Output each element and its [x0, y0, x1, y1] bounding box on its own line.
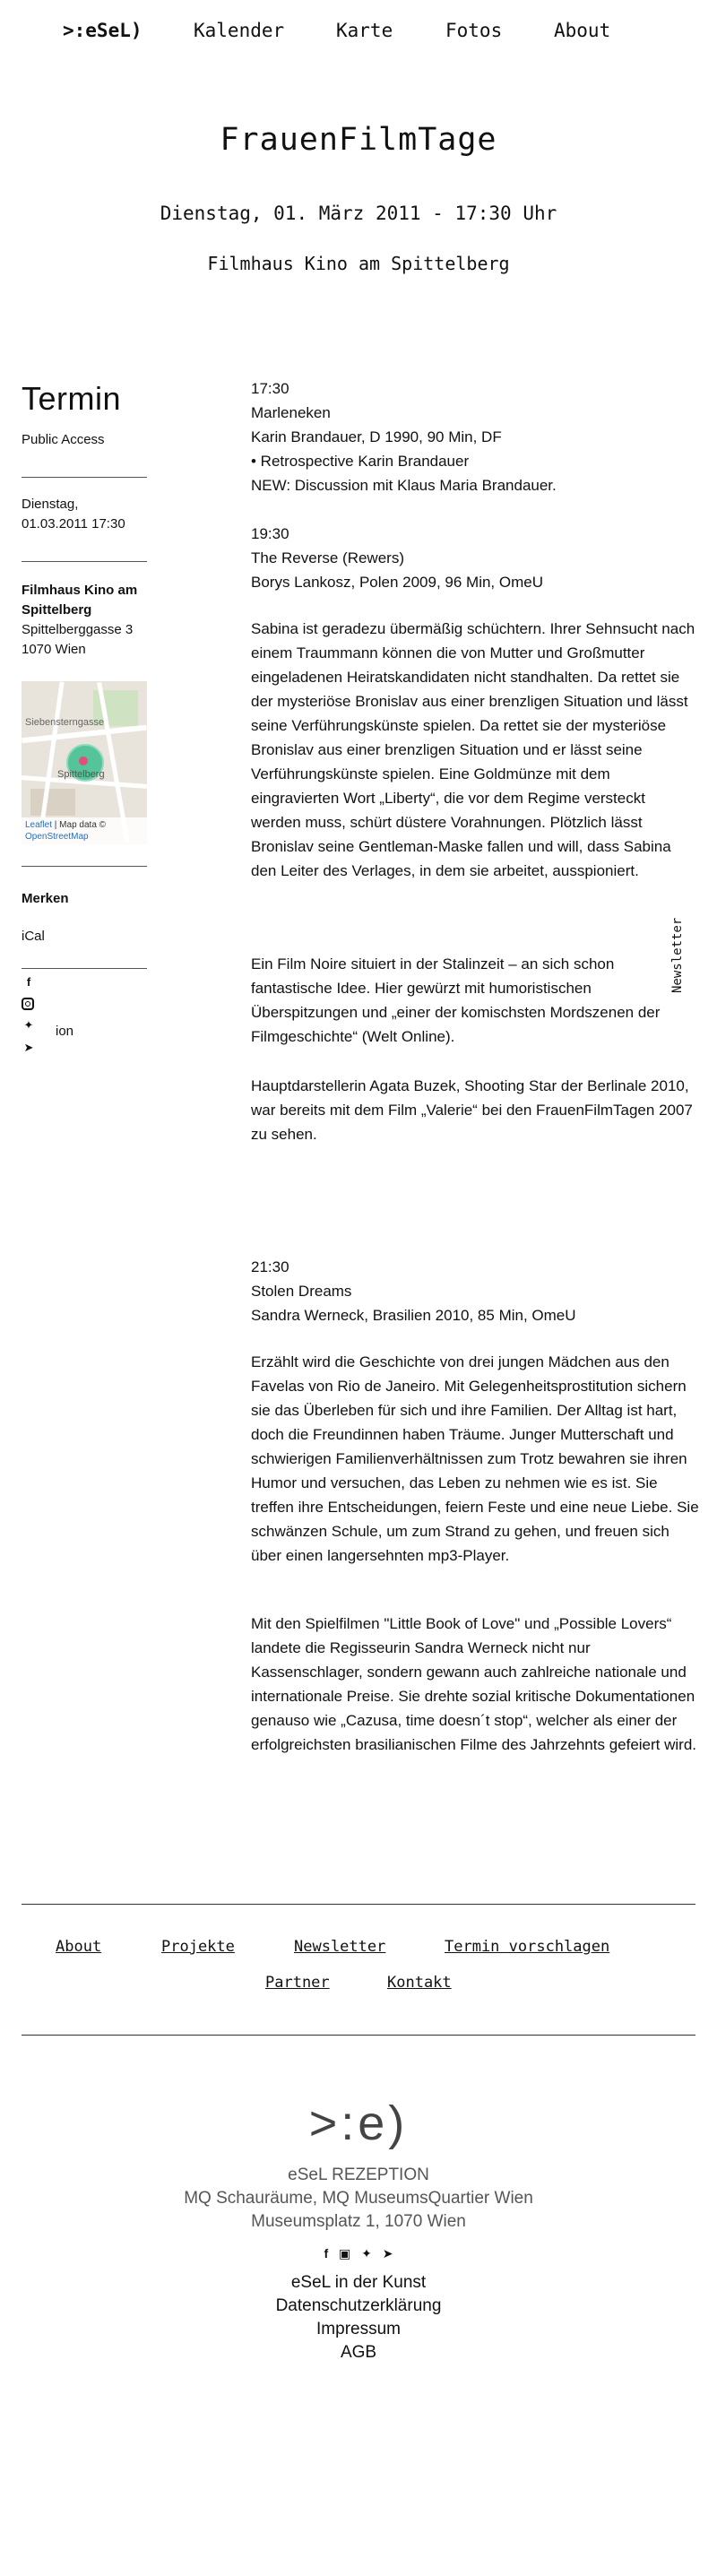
film-description: Ein Film Noire situiert in der Stalinzeit – an sich schon fantastische Idee. Hier gewürzt mit humoristischen Überspitzungen und „einer der komischsten Mordszenen der Filmgeschichte“ (Welt Online).: [251, 955, 661, 1045]
page-title: FrauenFilmTage: [220, 122, 497, 158]
divider: [22, 477, 147, 478]
film-time: 17:30: [251, 380, 289, 397]
merken-heading: Merken: [22, 891, 69, 906]
nav-item-about[interactable]: About: [554, 20, 611, 41]
facebook-icon[interactable]: f: [26, 975, 31, 989]
footer-link-impressum[interactable]: Impressum: [316, 2320, 401, 2338]
date-datetime: 01.03.2011 17:30: [22, 516, 125, 532]
instagram-icon[interactable]: [22, 998, 34, 1010]
venue-street: Spittelberggasse 3: [22, 622, 134, 637]
nav-item-karte[interactable]: Karte: [336, 20, 393, 41]
film-entry: [251, 376, 699, 497]
termin-heading: Termin: [22, 380, 122, 417]
film-title: Marleneken: [251, 404, 331, 421]
film-time: 21:30: [251, 1258, 289, 1275]
map-marker-dot: [79, 756, 88, 765]
film-title: The Reverse (Rewers): [251, 549, 404, 566]
divider: [22, 561, 147, 562]
venue-name-line-2[interactable]: Spittelberg: [22, 602, 92, 618]
map-block: [30, 789, 75, 816]
instagram-icon[interactable]: ▣: [339, 2246, 351, 2260]
top-navigation: [0, 0, 717, 65]
osm-link[interactable]: OpenStreetMap: [25, 832, 89, 842]
film-description: Hauptdarstellerin Agata Buzek, Shooting Star der Berlinale 2010, war bereits mit dem Film „Valerie“ bei den FrauenFilmTagen 2007 zu sehen.: [251, 1077, 693, 1143]
film-description: Erzählt wird die Geschichte von drei jungen Mädchen aus den Favelas von Rio de Janeiro. Mit Gelegenheitsprostitution sichern sie das Überleben für sich und ihre Familien. Der Alltag ist hart, doch die Freundinnen haben Träume. Junger Mutterschaft und schwierigen Familienverhältnissen zum Trotz bewahren sie ihren Humor und versuchen, das Leben zu nehmen wie es ist. Sie treffen ihre Entscheidungen, feiern Feste und eine neue Liebe. Sie schwänzen Schule, um zum Strand zu gehen, und freuen sich über einen langersehnten mp3-Player.: [251, 1353, 699, 1564]
footer-social-icons: [0, 2246, 717, 2261]
footer-link-about[interactable]: About: [56, 1938, 102, 1956]
film-note: • Retrospective Karin Brandauer: [251, 453, 470, 470]
divider: [22, 866, 147, 867]
film-time: 19:30: [251, 525, 289, 542]
footer-divider: [22, 1904, 695, 1905]
film-credits: Borys Lankosz, Polen 2009, 96 Min, OmeU: [251, 574, 543, 591]
attribution-text: | Map data ©: [52, 820, 107, 830]
film-description: Mit den Spielfilmen "Little Book of Love" und „Possible Lovers“ landete die Regisseurin Sandra Werneck nicht nur Kassenschlager, sondern gewann auch zahlreiche nationale und internationale Preise. Sie drehte sozial kritische Dokumentationen genauso wie „Cazusa, time doesn´t stop“, welcher als einer der erfolgreichsten brasilianischen Filme des Jahrzehnts gefeiert wird.: [251, 1615, 697, 1753]
sidebar-date: [22, 495, 156, 534]
film-note: NEW: Discussion mit Klaus Maria Brandauer.: [251, 477, 557, 494]
footer-link-projekte[interactable]: Projekte: [161, 1938, 235, 1956]
telegram-icon[interactable]: ➤: [23, 1041, 34, 1054]
film-credits: Sandra Werneck, Brasilien 2010, 85 Min, OmeU: [251, 1307, 576, 1324]
sidebar-venue: [22, 581, 156, 660]
nav-item-kalender[interactable]: Kalender: [194, 20, 285, 41]
date-weekday: Dienstag,: [22, 497, 79, 512]
footer-address: Museumsplatz 1, 1070 Wien: [251, 2212, 466, 2231]
footer-location: MQ Schauräume, MQ MuseumsQuartier Wien: [184, 2189, 533, 2208]
divider: [22, 968, 147, 969]
telegram-icon[interactable]: ➤: [382, 2246, 393, 2260]
footer-divider: [22, 2035, 695, 2036]
footer-link-termin-vorschlagen[interactable]: Termin vorschlagen: [445, 1938, 610, 1956]
footer-link-kontakt[interactable]: Kontakt: [387, 1974, 452, 1992]
footer-logo: >:e): [308, 2096, 409, 2150]
film-entry: [251, 1255, 699, 1327]
footer-link-agb[interactable]: AGB: [340, 2343, 377, 2362]
venue-name-line-1[interactable]: Filmhaus Kino am: [22, 583, 138, 598]
location-map[interactable]: [22, 681, 147, 844]
newsletter-side-tab[interactable]: Newsletter: [670, 917, 685, 993]
twitter-icon[interactable]: ✦: [361, 2246, 372, 2260]
footer-org-name: eSeL REZEPTION: [288, 2165, 429, 2184]
access-label: Public Access: [22, 432, 105, 447]
venue-city: 1070 Wien: [22, 642, 86, 657]
logo-link[interactable]: >:eSeL): [63, 20, 143, 41]
event-venue: Filmhaus Kino am Spittelberg: [207, 253, 510, 274]
film-entry: [251, 522, 699, 594]
nav-item-fotos[interactable]: Fotos: [445, 20, 503, 41]
twitter-icon[interactable]: ✦: [23, 1018, 34, 1032]
footer-link-newsletter[interactable]: Newsletter: [294, 1938, 386, 1956]
share-label-partial: ion: [56, 1024, 74, 1039]
facebook-icon[interactable]: f: [324, 2246, 329, 2260]
film-description: Sabina ist geradezu übermäßig schüchtern. Ihrer Sehnsucht nach einem Traummann können die von Mutter und Großmutter eingeladenen Heiratskandidaten nicht standhalten. Da rettet sie der mysteriöse Bronislav aus einer brenzligen Situation und lässt seine Verführungskünste spielen. Da rettet sie der mysteriöse Bronislav aus einer brenzligen Situation und er lässt seine Verführungskünste spielen. Eine Goldmünze mit dem eingravierten Wort „Liberty“, die vor dem Regime versteckt werden muss, schürt düstere Vorahnungen. Plötzlich lässt Bronislav seine Gentleman-Maske fallen und will, dass Sabina den Leiter des Verlages, in dem sie arbeitet, ausspioniert.: [251, 620, 695, 879]
footer-link-datenschutz[interactable]: Datenschutzerklärung: [275, 2296, 442, 2315]
film-title: Stolen Dreams: [251, 1283, 352, 1300]
ical-link[interactable]: iCal: [22, 929, 45, 944]
map-street-label: Siebensterngasse: [25, 717, 105, 728]
footer-link-esel-in-der-kunst[interactable]: eSeL in der Kunst: [290, 2273, 427, 2292]
map-attribution: [22, 817, 147, 844]
footer-link-partner[interactable]: Partner: [265, 1974, 330, 1992]
leaflet-link[interactable]: Leaflet: [25, 820, 53, 830]
map-area-label: Spittelberg: [57, 769, 105, 780]
event-date: Dienstag, 01. März 2011 - 17:30 Uhr: [160, 203, 557, 224]
share-icons: [22, 975, 48, 1063]
film-credits: Karin Brandauer, D 1990, 90 Min, DF: [251, 428, 502, 445]
